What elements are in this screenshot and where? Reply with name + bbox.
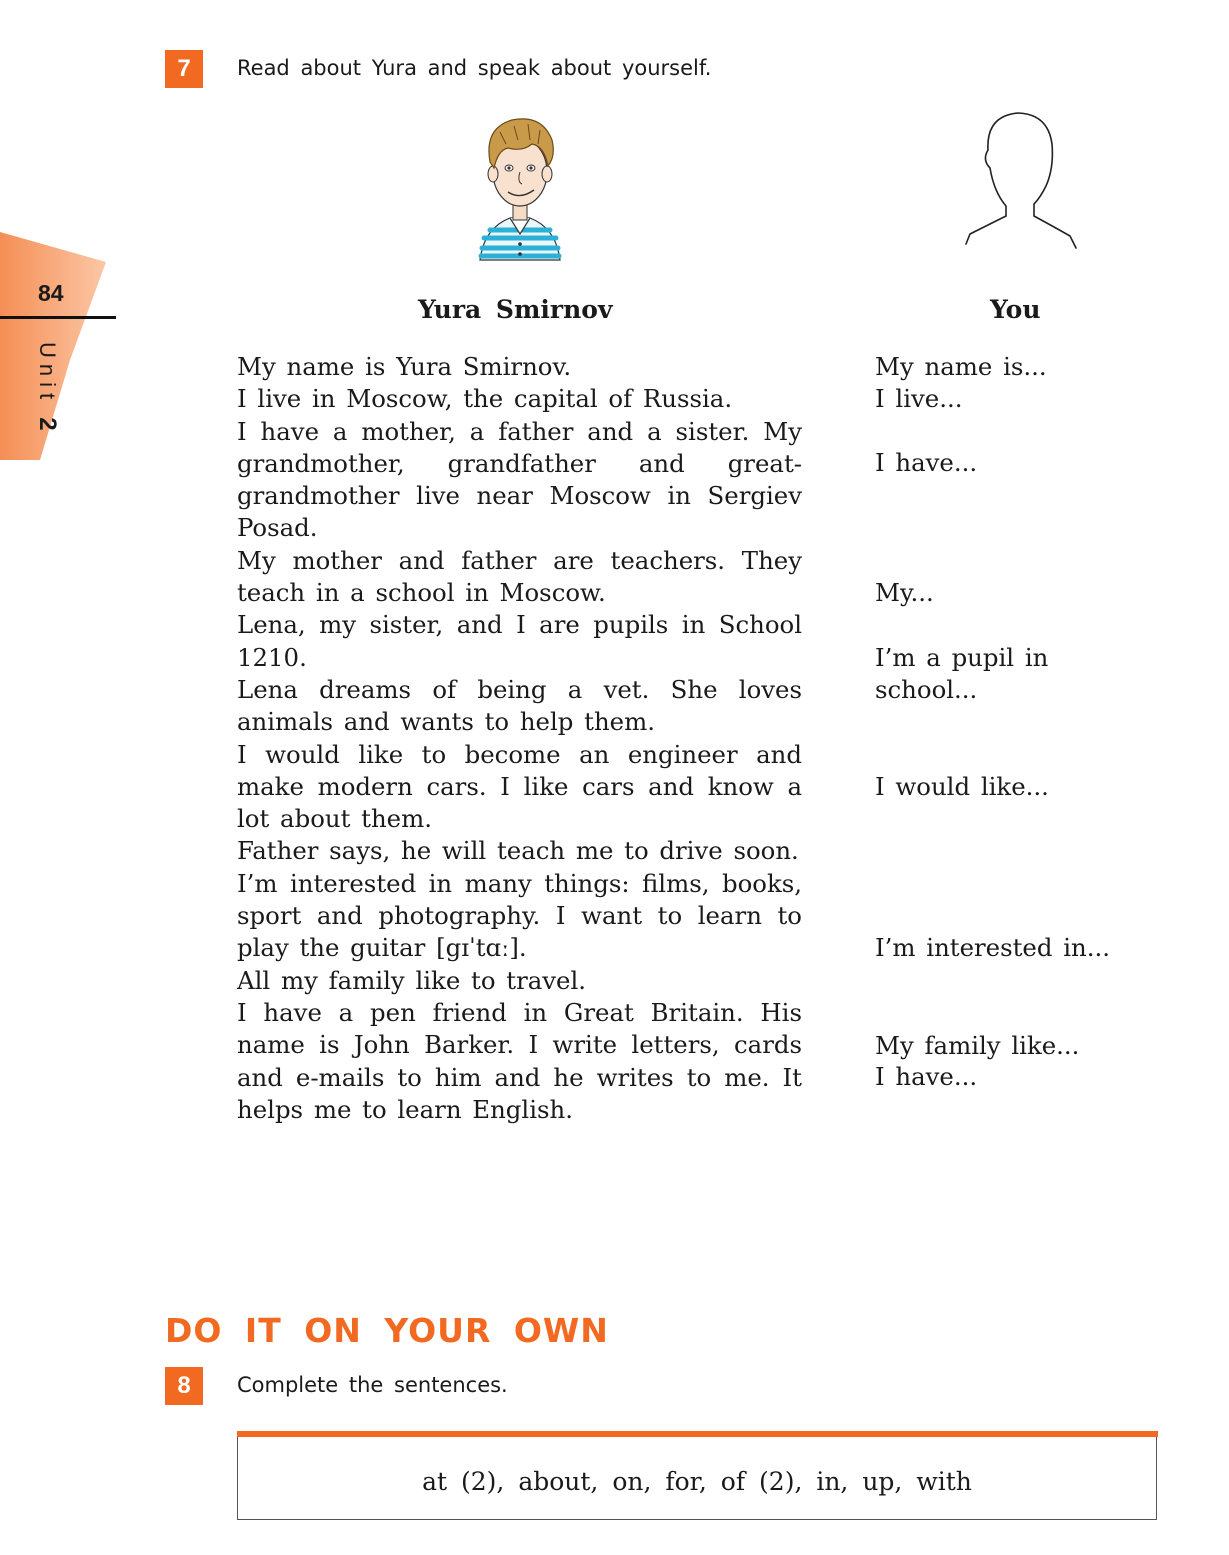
unit-number: 2 xyxy=(34,417,61,431)
yura-paragraph: I would like to become an engineer and make modern cars. I like cars and know a lot about them. xyxy=(237,739,802,834)
exercise-8-number: 8 xyxy=(165,1367,203,1405)
you-prompt: I’m a pupil in xyxy=(875,643,1049,672)
yura-paragraph: Lena dreams of being a vet. She loves animals and wants to help them. xyxy=(237,674,802,737)
yura-paragraph: I have a mother, a father and a sister. My grandmother, grandfather and great-grandmother live near Moscow in Sergiev Posad. xyxy=(237,416,802,543)
tab-divider xyxy=(0,316,116,319)
yura-text xyxy=(237,351,802,1126)
you-prompt: I have... xyxy=(875,1062,978,1091)
yura-paragraph: Father says, he will teach me to drive soon. xyxy=(237,836,799,866)
word-bank: at (2), about, on, for, of (2), in, up, with xyxy=(422,1467,972,1496)
you-prompt: My... xyxy=(875,578,934,607)
page-number: 84 xyxy=(38,280,64,306)
unit-label xyxy=(33,342,61,431)
you-heading: You xyxy=(990,295,1041,324)
you-prompt: school... xyxy=(875,675,978,704)
yura-paragraph: I’m interested in many things: films, books, sport and photography. I want to learn to play the guitar [gɪˈtɑː]. xyxy=(237,868,802,963)
yura-paragraph: Lena, my sister, and I are pupils in School 1210. xyxy=(237,610,802,672)
you-prompt: My family like... xyxy=(875,1031,1080,1060)
word-bank-box xyxy=(237,1431,1157,1520)
exercise-8-instruction: Complete the sentences. xyxy=(237,1373,508,1397)
yura-heading: Yura Smirnov xyxy=(418,295,613,324)
you-silhouette xyxy=(960,108,1080,253)
you-prompt: I would like... xyxy=(875,772,1049,801)
yura-paragraph: My mother and father are teachers. They teach in a school in Moscow. xyxy=(237,545,802,608)
you-prompt: I live... xyxy=(875,384,963,413)
you-prompt: I have... xyxy=(875,448,978,477)
yura-portrait xyxy=(470,110,570,270)
yura-paragraph: I live in Moscow, the capital of Russia. xyxy=(237,384,733,414)
word-bank-accent-bar xyxy=(237,1431,1158,1437)
you-prompt: My name is... xyxy=(875,352,1047,381)
yura-paragraph: I have a pen friend in Great Britain. His name is John Barker. I write letters, cards and e-mails to him and he writes to me. It helps me to learn English. xyxy=(237,997,802,1124)
yura-paragraph: All my family like to travel. xyxy=(237,965,587,995)
unit-word: Unit xyxy=(35,342,60,406)
you-prompt: I’m interested in... xyxy=(875,933,1110,962)
yura-paragraph: My name is Yura Smirnov. xyxy=(237,352,572,381)
exercise-7-instruction: Read about Yura and speak about yourself. xyxy=(237,56,712,80)
section-heading: DO IT ON YOUR OWN xyxy=(165,1311,609,1350)
exercise-7-number: 7 xyxy=(165,50,203,88)
